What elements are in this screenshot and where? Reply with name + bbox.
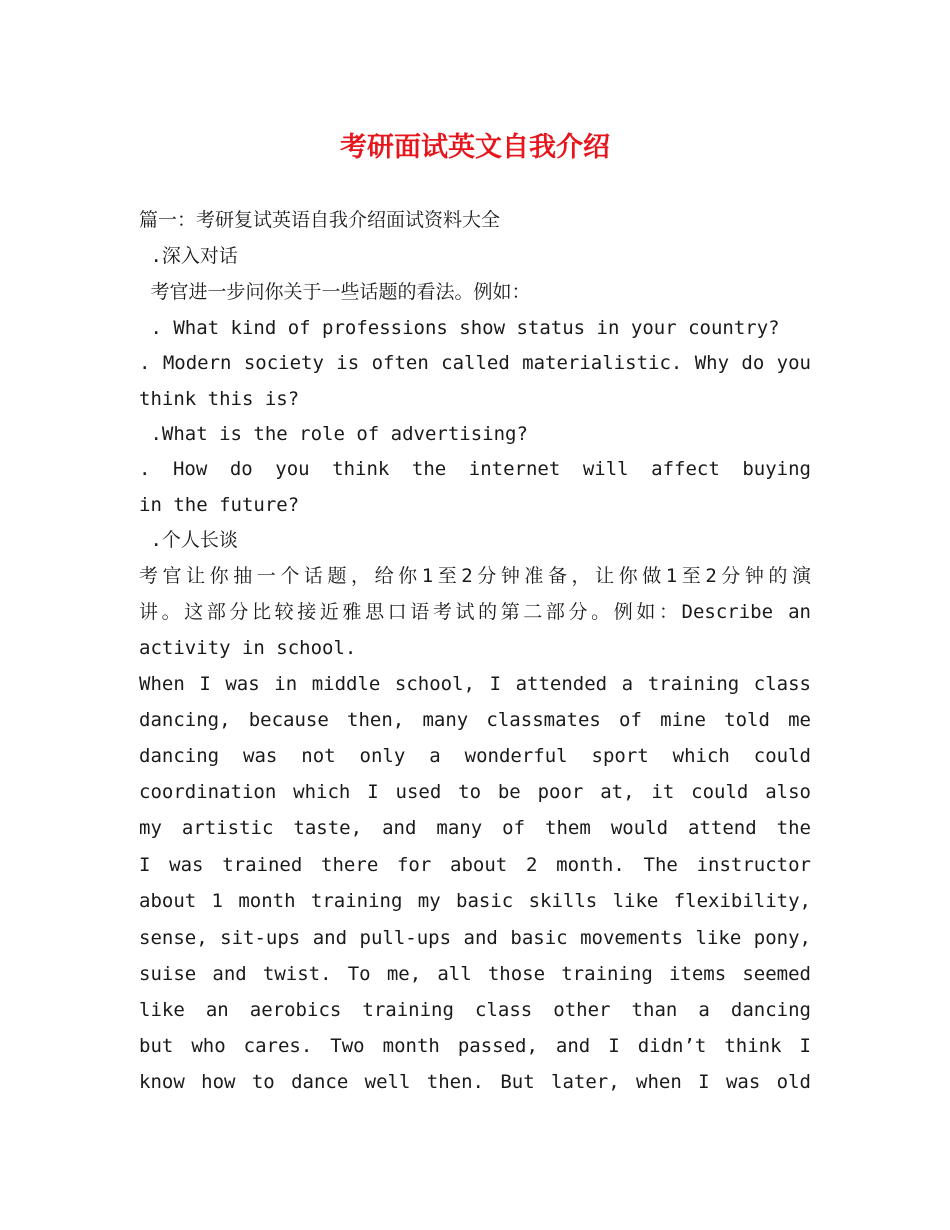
paragraph-line: suise and twist. To me, all those training items seemed xyxy=(139,963,811,985)
paragraph-line: about 1 month training my basic skills like flexibility, xyxy=(139,890,811,912)
question-line: think this is? xyxy=(139,388,300,410)
question-line: . How do you think the internet will affect buying xyxy=(139,458,811,480)
paragraph-line: coordination which I used to be poor at, it could also xyxy=(139,781,811,803)
paragraph-line: 考官让你抽一个话题，给你1至2分钟准备，让你做1至2分钟的演 xyxy=(139,565,811,587)
bullet-heading: .深入对话 xyxy=(139,245,238,267)
section-heading: 篇一：考研复试英语自我介绍面试资料大全 xyxy=(139,209,501,231)
paragraph-line: my artistic taste, and many of them would attend the xyxy=(139,817,811,839)
paragraph-line: 讲。这部分比较接近雅思口语考试的第二部分。例如：Describe an xyxy=(139,601,811,623)
document-title: 考研面试英文自我介绍 xyxy=(340,132,610,163)
paragraph-line: dancing was not only a wonderful sport which could xyxy=(139,745,811,767)
paragraph-line: 考官进一步问你关于一些话题的看法。例如： xyxy=(139,281,531,303)
question-line: . Modern society is often called materialistic. Why do you xyxy=(139,352,811,374)
bullet-heading: .个人长谈 xyxy=(139,529,238,551)
paragraph-line: dancing, because then, many classmates of mine told me xyxy=(139,709,811,731)
paragraph-line: sense, sit-ups and pull-ups and basic movements like pony, xyxy=(139,927,811,949)
paragraph-line: activity in school. xyxy=(139,637,357,659)
paragraph-line: like an aerobics training class other than a dancing xyxy=(139,999,811,1021)
question-line: . What kind of professions show status in your country? xyxy=(139,317,780,339)
paragraph-line: When I was in middle school, I attended a training class xyxy=(139,673,811,695)
paragraph-line: know how to dance well then. But later, when I was old xyxy=(139,1071,811,1093)
question-line: in the future? xyxy=(139,494,300,516)
paragraph-line: I was trained there for about 2 month. The instructor xyxy=(139,854,811,876)
question-line: .What is the role of advertising? xyxy=(139,423,528,445)
paragraph-line: but who cares. Two month passed, and I didn’t think I xyxy=(139,1035,811,1057)
